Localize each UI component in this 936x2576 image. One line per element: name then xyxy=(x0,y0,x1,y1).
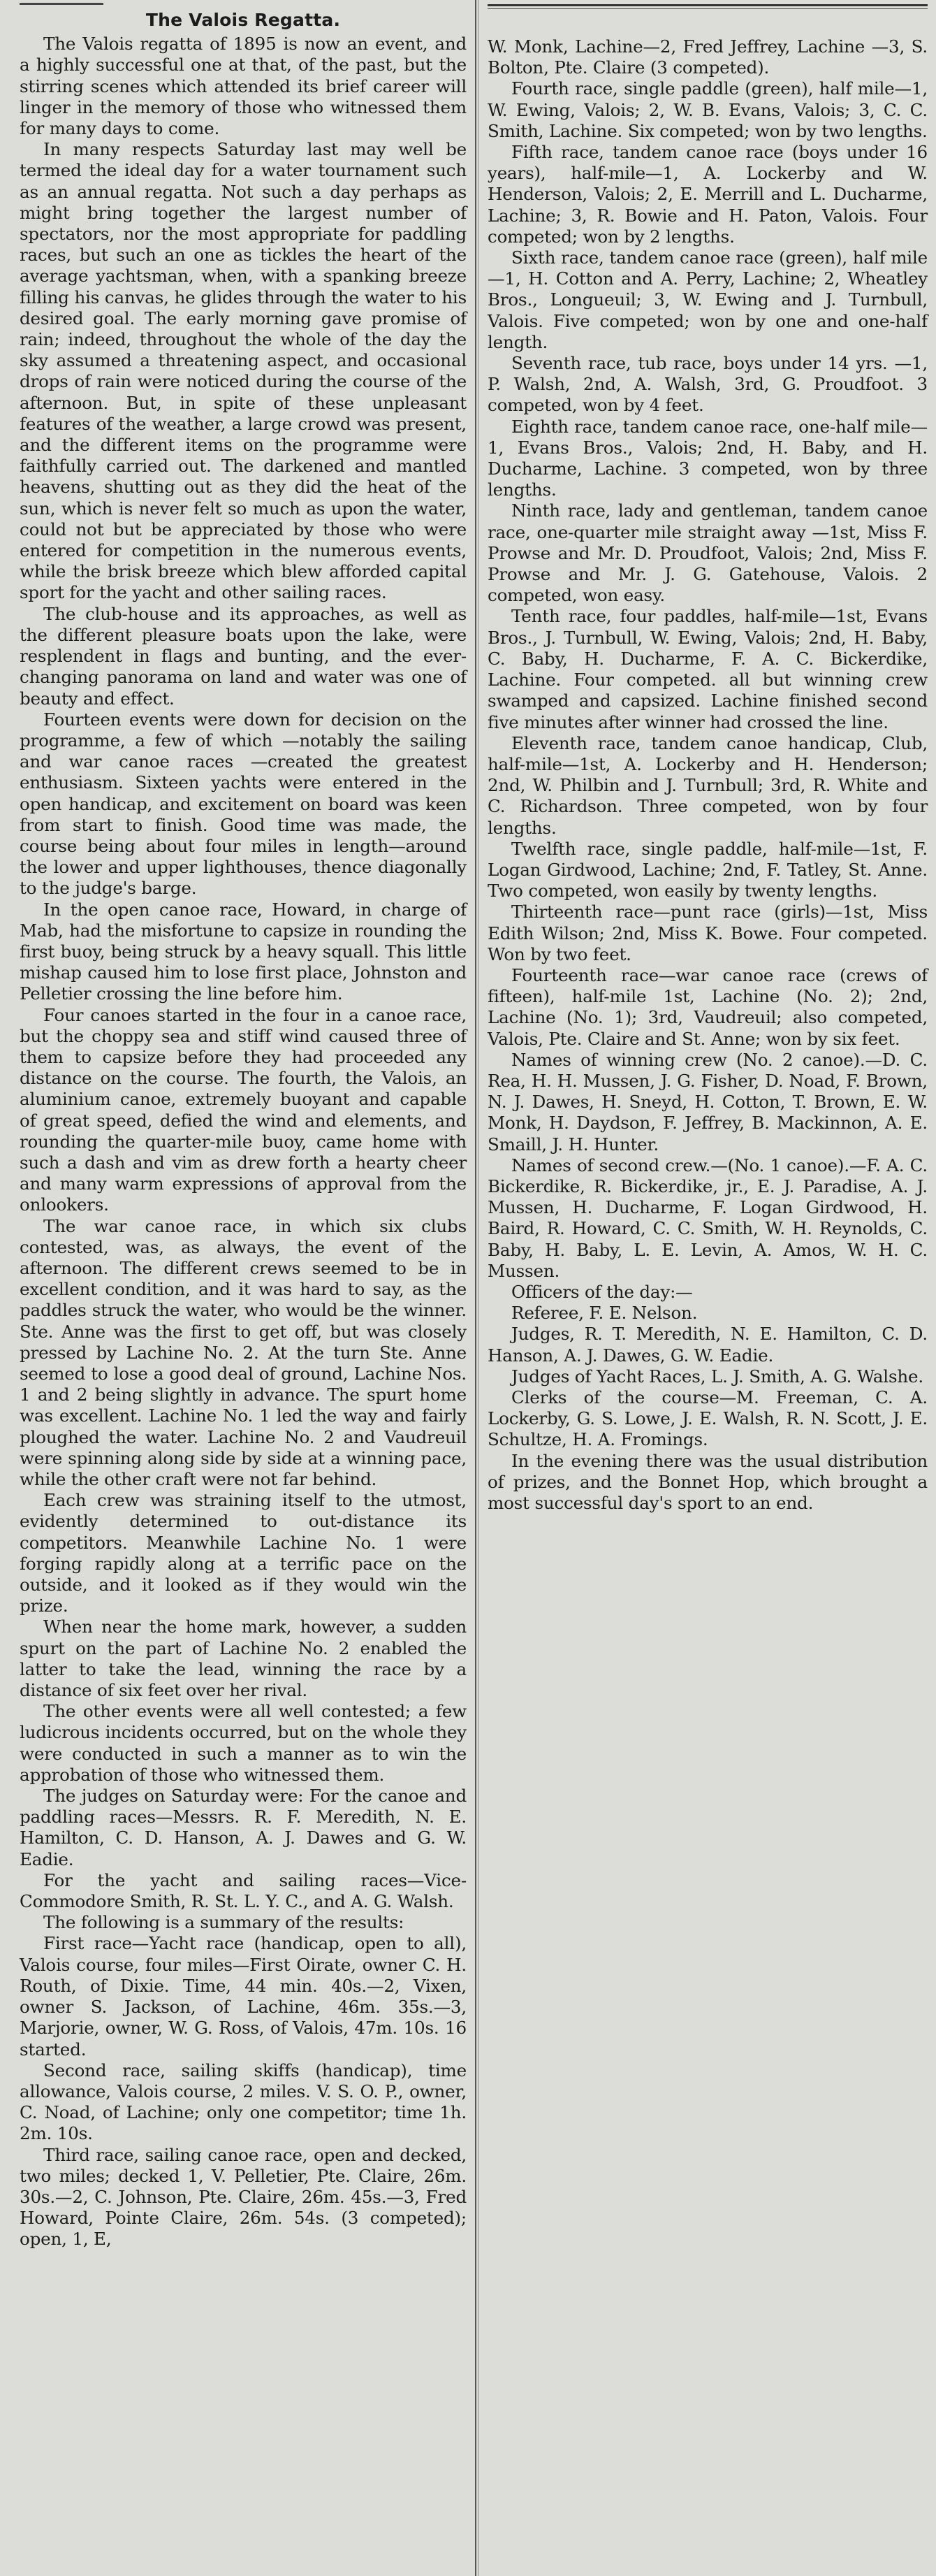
paragraph: Each crew was straining itself to the utmost, evidently determined to out-distance its competitors. Meanwhile Lachine No. 1 were forging rapidly along at a terrific pace on the outside, and it looked as if they would win the prize. xyxy=(20,1490,467,1616)
paragraph: The other events were all well contested; a few ludicrous incidents occurred, but on the whole they were conducted in such a manner as to win the approbation of those who witnessed them. xyxy=(20,1701,467,1785)
crew-list: Names of winning crew (No. 2 canoe).—D. C. Rea, H. H. Mussen, J. G. Fisher, D. Noad, F. Brown, N. J. Dawes, H. Sneyd, H. Cotton, T. Brown, E. W. Monk, H. Daydson, F. Jeffrey, B. Mackinnon, A. E. Smaill, J. H. Hunter. xyxy=(488,1049,928,1155)
officer-entry: Judges, R. T. Meredith, N. E. Hamilton, C. D. Hanson, A. J. Dawes, G. W. Eadie. xyxy=(488,1324,928,1366)
paragraph: The judges on Saturday were: For the canoe and paddling races—Messrs. R. F. Meredith, N. E. Hamilton, C. D. Hanson, A. J. Dawes and G. W. Eadie. xyxy=(20,1786,467,1869)
left-column xyxy=(20,10,467,2250)
result-paragraph: Fifth race, tandem canoe race (boys under 16 years), half-mile—1, A. Lockerby and W. Henderson, Valois; 2, E. Merrill and L. Ducharme, Lachine; 3, R. Bowie and H. Paton, Valois. Four competed; won by 2 lengths. xyxy=(488,142,928,247)
officer-entry: Clerks of the course—M. Freeman, C. A. Lockerby, G. S. Lowe, J. E. Walsh, R. N. Scott, J. E. Schultze, H. A. Fromings. xyxy=(488,1387,928,1450)
result-paragraph: First race—Yacht race (handicap, open to all), Valois course, four miles—First Oirate, owner C. H. Routh, of Dixie. Time, 44 min. 40s.—2, Vixen, owner S. Jackson, of Lachine, 46m. 35s.—3, Marjorie, owner, W. G. Ross, of Valois, 47m. 10s. 16 started. xyxy=(20,1933,467,2060)
officer-entry: Referee, F. E. Nelson. xyxy=(511,1303,698,1324)
result-paragraph: Third race, sailing canoe race, open and decked, two miles; decked 1, V. Pelletier, Pte. Claire, 26m. 30s.—2, C. Johnson, Pte. Claire, 26m. 45s.—3, Fred Howard, Pointe Claire, 26m. 54s. (3 competed); open, 1, E, xyxy=(20,2144,467,2250)
result-paragraph: Second race, sailing skiffs (handicap), time allowance, Valois course, 2 miles. V. S. O. P., owner, C. Noad, of Lachine; only one competitor; time 1h. 2m. 10s. xyxy=(20,2060,467,2144)
result-paragraph: W. Monk, Lachine—2, Fred Jeffrey, Lachine —3, S. Bolton, Pte. Claire (3 competed). xyxy=(488,36,928,78)
paragraph: In many respects Saturday last may well be termed the ideal day for a water tournament such as an annual regatta. Not such a day perhaps as might bring together the largest number of spectators, nor the most appropriate for paddling races, but such an one as tickles the heart of the average yachtsman, when, with a spanking breeze filling his canvas, he glides through the water to his desired goal. The early morning gave promise of rain; indeed, throughout the whole of the day the sky assumed a threatening aspect, and occasional drops of rain were noticed during the course of the afternoon. But, in spite of these unpleasant features of the weather, a large crowd was present, and the different items on the programme were faithfully carried out. The darkened and mantled heavens, shutting out as they did the heat of the sun, which is never felt so much as upon the water, could not but be appreciated by those who were entered for competition in the numerous events, while the brisk breeze which blew afforded capital sport for the yacht and other sailing races. xyxy=(20,139,467,603)
result-paragraph: Fourth race, single paddle (green), half mile—1, W. Ewing, Valois; 2, W. B. Evans, Valois; 3, C. C. Smith, Lachine. Six competed; won by two lengths. xyxy=(488,78,928,141)
right-column-top-rule xyxy=(488,4,928,6)
paragraph: For the yacht and sailing races—Vice-Commodore Smith, R. St. L. Y. C., and A. G. Walsh. xyxy=(20,1869,467,1912)
paragraph: In the open canoe race, Howard, in charge of Mab, had the misfortune to capsize in rounding the first buoy, being struck by a heavy squall. This little mishap caused him to lose first place, Johnston and Pelletier crossing the line before him. xyxy=(20,899,467,1004)
right-column-top-rule-thin xyxy=(488,8,928,9)
crew-list: Names of second crew.—(No. 1 canoe).—F. A. C. Bickerdike, R. Bickerdike, jr., E. J. Paradise, A. J. Mussen, H. Ducharme, F. Logan Girdwood, H. Baird, R. Howard, C. C. Smith, W. H. Reynolds, C. Baby, H. Baby, L. E. Levin, A. Amos, W. H. C. Mussen. xyxy=(488,1155,928,1281)
top-rule xyxy=(20,3,103,5)
paragraph: The following is a summary of the results: xyxy=(43,1912,404,1933)
paragraph: When near the home mark, however, a sudden spurt on the part of Lachine No. 2 enabled the latter to take the lead, winning the race by a distance of six feet over her rival. xyxy=(20,1616,467,1701)
paragraph: The club-house and its approaches, as well as the different pleasure boats upon the lake, were resplendent in flags and bunting, and the ever-changing panorama on land and water was one of beauty and effect. xyxy=(20,603,467,709)
result-paragraph: Seventh race, tub race, boys under 14 yrs. —1, P. Walsh, 2nd, A. Walsh, 3rd, G. Proudfoot. 3 competed, won by 4 feet. xyxy=(488,353,928,416)
right-column xyxy=(488,36,928,1514)
closing-paragraph: In the evening there was the usual distribution of prizes, and the Bonnet Hop, which brought a most successful day's sport to an end. xyxy=(488,1450,928,1514)
column-divider xyxy=(475,0,476,2576)
result-paragraph: Fourteenth race—war canoe race (crews of fifteen), half-mile 1st, Lachine (No. 2); 2nd, Lachine (No. 1); 3rd, Vaudreuil; also competed, Valois, Pte. Claire and St. Anne; won by six feet. xyxy=(488,964,928,1049)
result-paragraph: Tenth race, four paddles, half-mile—1st, Evans Bros., J. Turnbull, W. Ewing, Valois; 2nd, H. Baby, C. Baby, H. Ducharme, F. A. C. Bickerdike, Lachine. Four competed. all but winning crew swamped and capsized. Lachine finished second five minutes after winner had crossed the line. xyxy=(488,606,928,732)
paragraph: Four canoes started in the four in a canoe race, but the choppy sea and stiff wind caused three of them to capsize before they had proceeded any distance on the course. The fourth, the Valois, an aluminium canoe, extremely buoyant and capable of great speed, defied the wind and elements, and rounding the quarter-mile buoy, came home with such a dash and vim as drew forth a hearty cheer and many warm expressions of approval from the onlookers. xyxy=(20,1004,467,1215)
officer-entry: Judges of Yacht Races, L. J. Smith, A. G. Walshe. xyxy=(511,1366,923,1387)
article-headline: The Valois Regatta. xyxy=(145,10,341,30)
result-paragraph: Sixth race, tandem canoe race (green), half mile—1, H. Cotton and A. Perry, Lachine; 2, Wheatley Bros., Longueuil; 3, W. Ewing and J. Turnbull, Valois. Five competed; won by one and one-half length. xyxy=(488,247,928,352)
officers-heading: Officers of the day:— xyxy=(511,1281,693,1302)
result-paragraph: Eleventh race, tandem canoe handicap, Club, half-mile—1st, A. Lockerby and H. Henderson; 2nd, W. Philbin and J. Turnbull; 3rd, R. White and C. Richardson. Three competed, won by four lengths. xyxy=(488,732,928,838)
result-paragraph: Thirteenth race—punt race (girls)—1st, Miss Edith Wilson; 2nd, Miss K. Bowe. Four competed. Won by two feet. xyxy=(488,902,928,964)
result-paragraph: Eighth race, tandem canoe race, one-half mile—1, Evans Bros., Valois; 2nd, H. Baby, and H. Ducharme, Lachine. 3 competed, won by three lengths. xyxy=(488,416,928,500)
paragraph: The Valois regatta of 1895 is now an event, and a highly successful one at that, of the past, but the stirring scenes which attended its brief career will linger in the memory of those who witnessed them for many days to come. xyxy=(20,34,467,139)
result-paragraph: Ninth race, lady and gentleman, tandem canoe race, one-quarter mile straight away —1st, Miss F. Prowse and Mr. D. Proudfoot, Valois; 2nd, Miss F. Prowse and Mr. J. G. Gatehouse, Valois. 2 competed, won easy. xyxy=(488,500,928,606)
result-paragraph: Twelfth race, single paddle, half-mile—1st, F. Logan Girdwood, Lachine; 2nd, F. Tatley, St. Anne. Two competed, won easily by twenty lengths. xyxy=(488,838,928,902)
paragraph: Fourteen events were down for decision on the programme, a few of which —notably the sailing and war canoe races —created the greatest enthusiasm. Sixteen yachts were entered in the open handicap, and excitement on board was keen from start to finish. Good time was made, the course being about four miles in length—around the lower and upper lighthouses, thence diagonally to the judge's barge. xyxy=(20,709,467,899)
paragraph: The war canoe race, in which six clubs contested, was, as always, the event of the afternoon. The different crews seemed to be in excellent condition, and it was hard to say, as the paddles struck the water, who would be the winner. Ste. Anne was the first to get off, but was closely pressed by Lachine No. 2. At the turn Ste. Anne seemed to lose a good deal of ground, Lachine Nos. 1 and 2 being slightly in advance. The spurt home was excellent. Lachine No. 1 led the way and fairly ploughed the water. Lachine No. 2 and Vaudreuil were spinning along side by side at a winning pace, while the other craft were not far behind. xyxy=(20,1215,467,1490)
